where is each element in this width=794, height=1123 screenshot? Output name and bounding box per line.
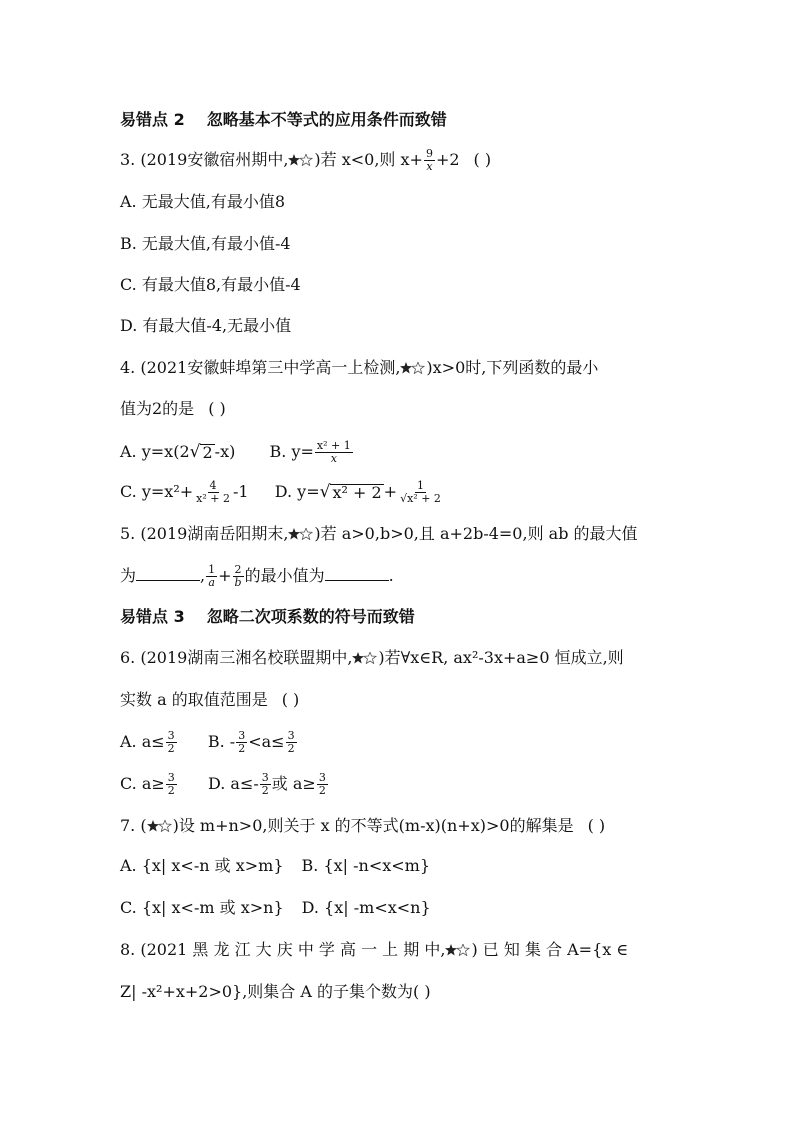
options-7cd (120, 898, 431, 918)
options-6ab (120, 730, 298, 755)
option-7d: D. {x| -m<x<n} (301, 898, 431, 917)
section-label: 易错点 2 (120, 110, 185, 129)
question-4-stem (120, 358, 598, 379)
option-3d: D. 有最大值-4,无最小值 (120, 316, 292, 335)
answer-paren: ( ) (208, 399, 226, 418)
section-heading-2 (120, 110, 447, 130)
option-6b: B. - $\frac{3}{2}$ <a≤ $\frac{3}{2}$ (207, 729, 295, 755)
option-3c: C. 有最大值8,有最小值-4 (120, 275, 301, 294)
option-3a: A. 无最大值,有最小值8 (120, 192, 285, 211)
option-6a: A. a≤ $\frac{3}{2}$ (120, 729, 175, 755)
option-4d: D. y= √ x² + 2 + $\frac{1}{\text{√x² + 2}}$ (274, 479, 441, 505)
difficulty-star-icon (147, 817, 173, 837)
answer-blank[interactable] (325, 566, 389, 581)
fraction: $\frac{2}{b}$ (234, 563, 242, 589)
section-label: 易错点 3 (120, 607, 185, 626)
difficulty-star-icon (288, 525, 314, 545)
options-4cd (120, 480, 444, 505)
question-source: 7. ( (120, 816, 147, 835)
difficulty-star-icon (400, 359, 426, 379)
question-condition: )x>0时,下列函数的最小 (426, 358, 599, 377)
question-5-stem-line2: 为 , $\frac{1}{a}$ + $\frac{2}{b}$ 的最小值为 . (120, 563, 394, 589)
option-6d: D. a≤- $\frac{3}{2}$ 或 a≥ $\frac{3}{2}$ (207, 771, 326, 797)
option-6c: C. a≥ $\frac{3}{2}$ (120, 771, 175, 797)
question-4-stem-line2 (120, 399, 226, 419)
question-6-stem-line2: 实数 a 的取值范围是 ( ) (120, 690, 300, 709)
option-3b: B. 无最大值,有最小值-4 (120, 234, 291, 253)
option-7b: B. {x| -n<x<m} (301, 856, 431, 875)
question-7-stem (120, 816, 605, 837)
option-4b: B. y= $\frac{\text{x² + 1}}{x}$ (269, 439, 351, 465)
question-source: 5. (2019湖南岳阳期末, (120, 524, 289, 543)
option-4c: C. y=x²+ $\frac{4}{\text{x² + 2}}$ -1 (120, 479, 249, 505)
question-condition: )若 x<0,则 x+ (314, 150, 423, 169)
question-6-stem (120, 648, 624, 669)
fraction: $\frac{1}{a}$ (208, 563, 216, 589)
question-5-stem (120, 524, 638, 545)
question-condition: ) 已 知 集 合 A={x ∈ (471, 940, 629, 959)
section-title: 忽略二次项系数的符号而致错 (206, 607, 415, 626)
question-source: 6. (2019湖南三湘名校联盟期中, (120, 648, 353, 667)
answer-paren: ( ) (587, 816, 606, 835)
stem-text: 值为2的是 (120, 399, 195, 418)
expression-tail: +2 (435, 150, 460, 169)
difficulty-star-icon (288, 151, 314, 171)
option-7c: C. {x| x<-m 或 x>n} (120, 898, 284, 917)
question-8-stem (120, 940, 628, 961)
difficulty-star-icon (445, 941, 471, 961)
options-4ab (120, 440, 354, 465)
answer-blank[interactable] (136, 566, 200, 581)
question-condition: )若∀x∈R, ax²-3x+a≥0 恒成立,则 (378, 648, 624, 667)
fraction: $\frac{9}{x}$ (425, 147, 433, 173)
question-3-stem (120, 148, 491, 173)
question-source: 4. (2021安徽蚌埠第三中学高一上检测, (120, 358, 401, 377)
options-6cd (120, 772, 329, 797)
difficulty-star-icon (352, 649, 378, 669)
question-8-stem-line2: Z| -x²+x+2>0},则集合 A 的子集个数为( ) (120, 982, 431, 1001)
options-7ab (120, 856, 430, 876)
section-heading-3 (120, 607, 415, 627)
question-source: 3. (2019安徽宿州期中, (120, 150, 289, 169)
answer-paren: ( ) (281, 690, 300, 709)
question-source: 8. (2021 黑 龙 江 大 庆 中 学 高 一 上 期 中, (120, 940, 446, 959)
question-condition: )若 a>0,b>0,且 a+2b-4=0,则 ab 的最大值 (314, 524, 638, 543)
option-7a: A. {x| x<-n 或 x>m} (120, 856, 284, 875)
option-4a: A. y=x(2 √ 2 -x) (120, 442, 236, 462)
section-title: 忽略基本不等式的应用条件而致错 (206, 110, 447, 129)
answer-paren: ( ) (473, 150, 492, 169)
question-condition: )设 m+n>0,则关于 x 的不等式(m-x)(n+x)>0的解集是 (172, 816, 574, 835)
